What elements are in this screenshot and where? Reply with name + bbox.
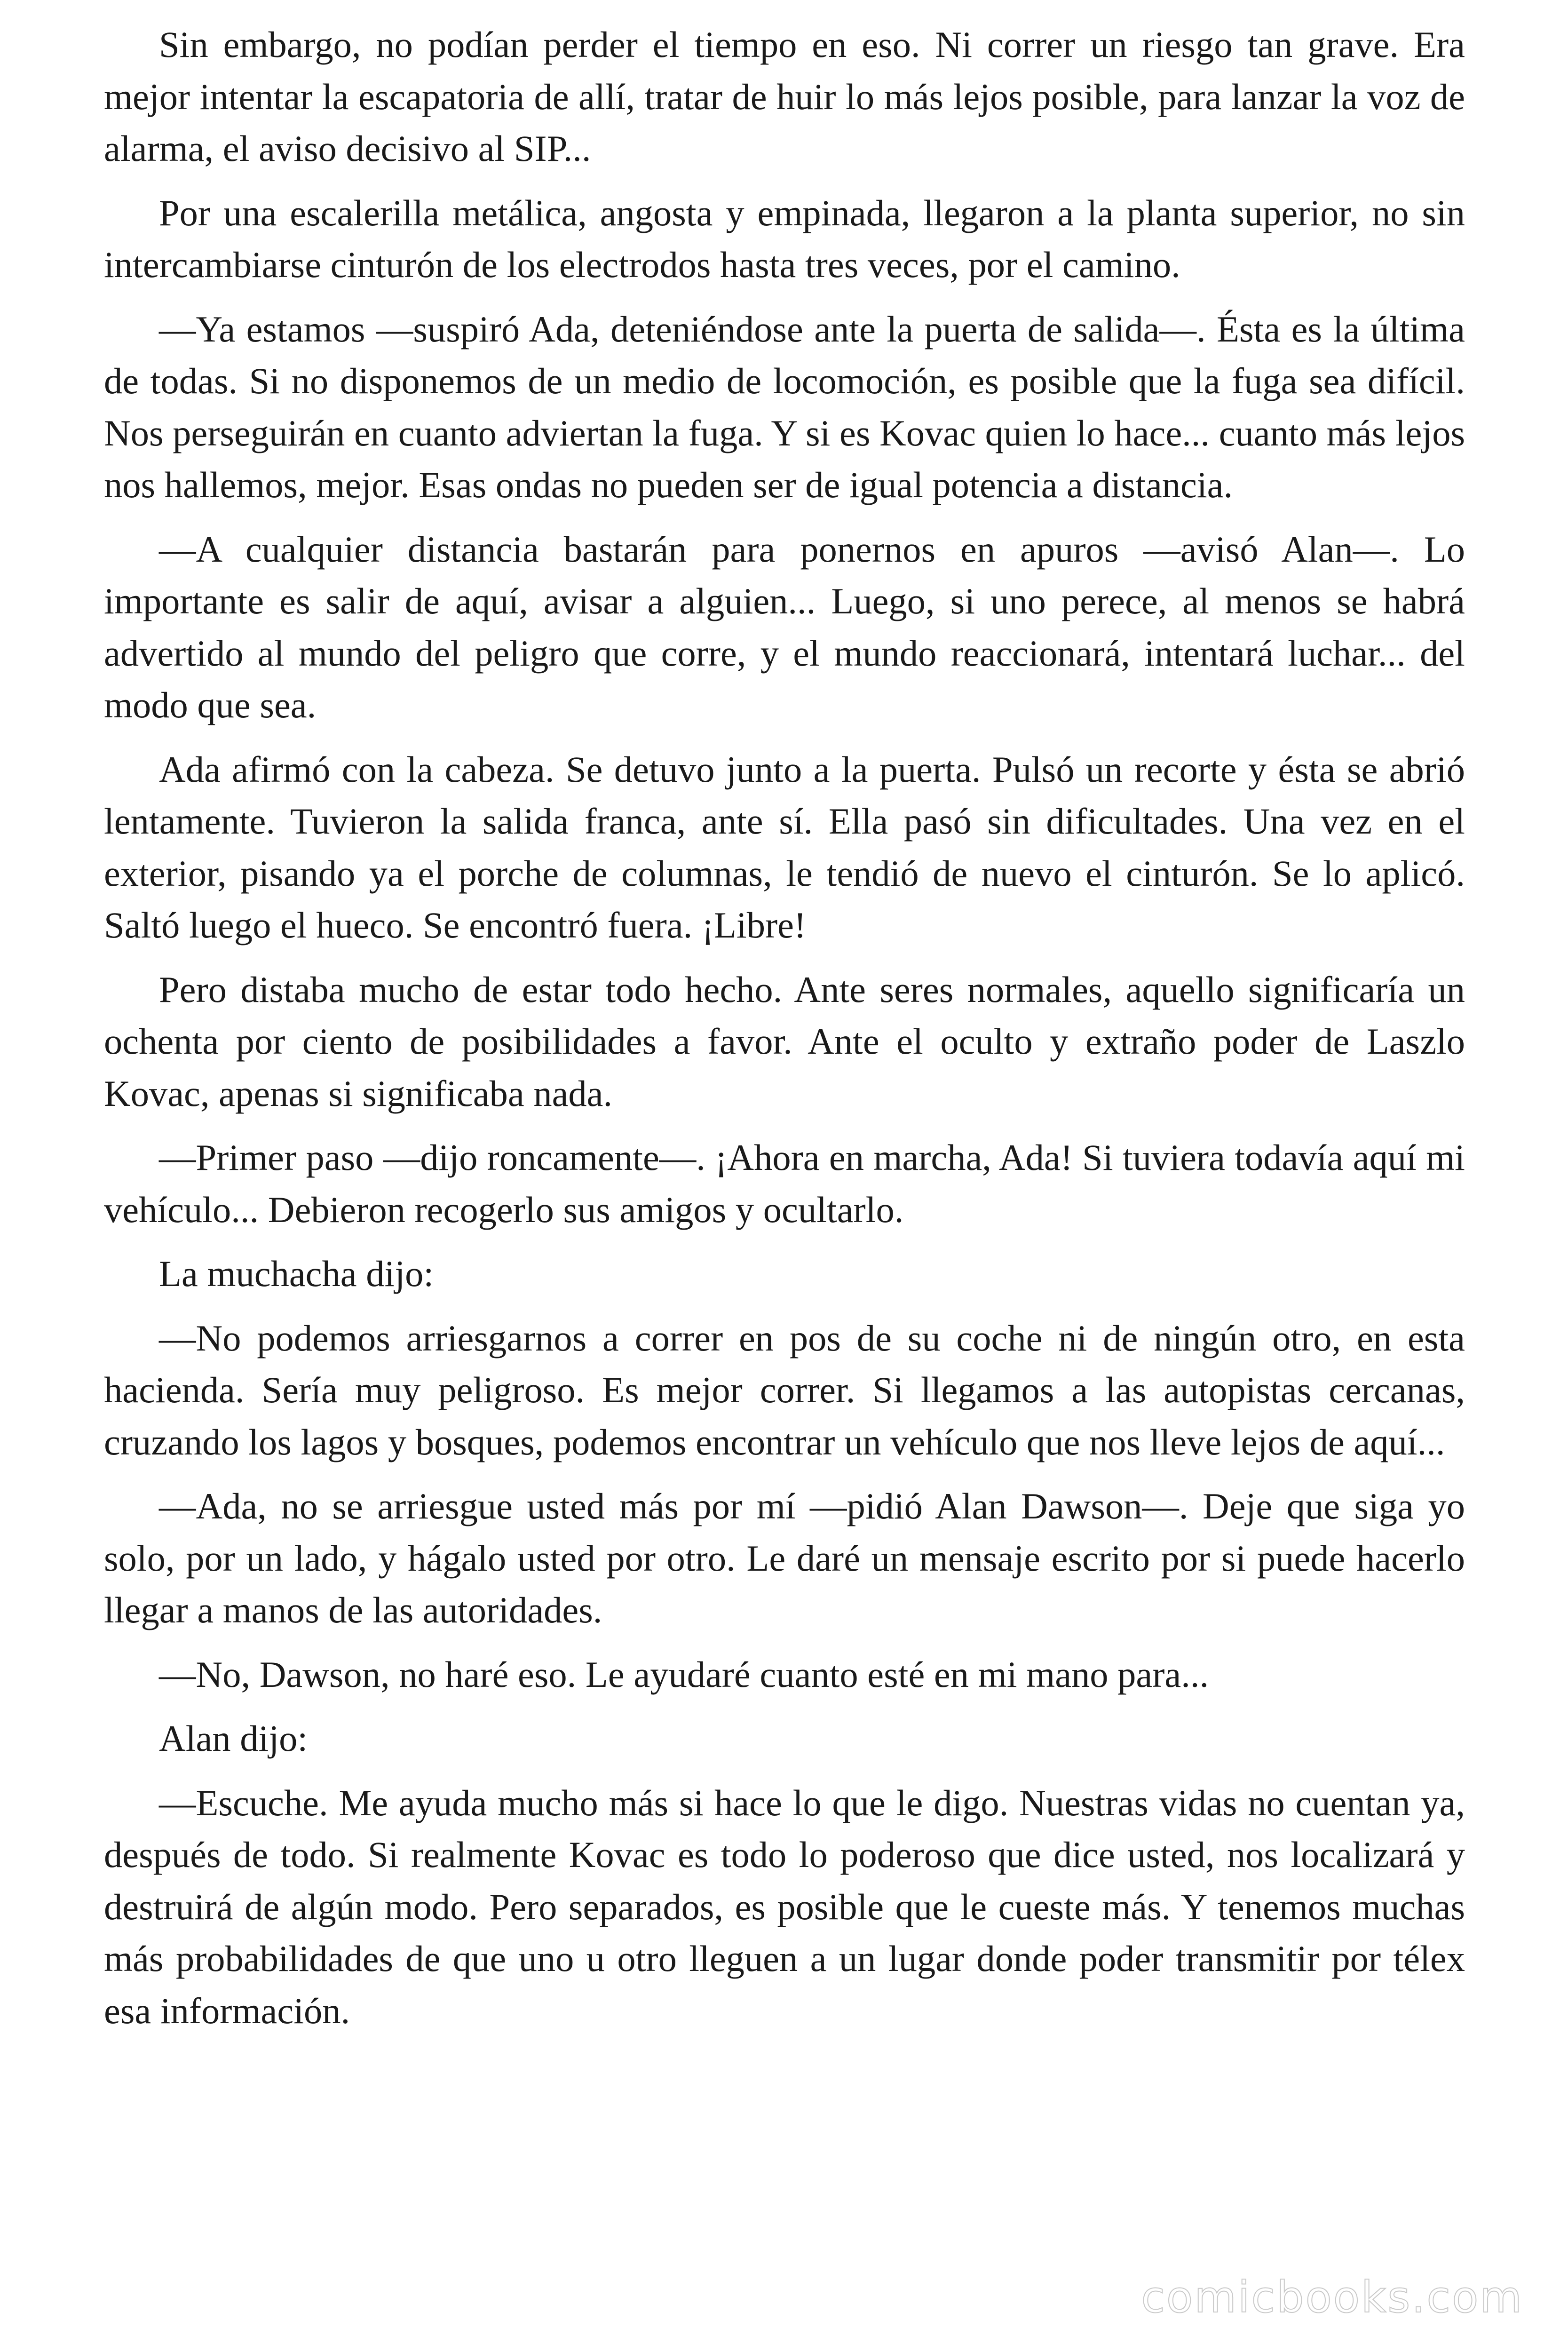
paragraph: Sin embargo, no podían perder el tiempo en eso. Ni correr un riesgo tan grave. Era mejor intentar la escapatoria de allí, tratar de huir lo más lejos posible, para lanzar la voz de alarma, el aviso decisivo al SIP... — [104, 24, 1465, 169]
paragraph: —Ya estamos —suspiró Ada, deteniéndose ante la puerta de salida—. Ésta es la última de todas. Si no disponemos de un medio de locomoción, es posible que la fuga sea difícil. Nos perseguirán en cuanto adviertan la fuga. Y si es Kovac quien lo hace... cuanto más lejos nos hallemos, mejor. Esas ondas no pueden ser de igual potencia a distancia. — [104, 308, 1465, 505]
paragraph: La muchacha dijo: — [159, 1253, 434, 1294]
paragraph: —Primer paso —dijo roncamente—. ¡Ahora en marcha, Ada! Si tuviera todavía aquí mi vehículo... Debieron recogerlo sus amigos y ocultarlo. — [104, 1137, 1465, 1230]
watermark: comicbooks.com — [1141, 2272, 1523, 2322]
paragraph: —A cualquier distancia bastarán para ponernos en apuros —avisó Alan—. Lo importante es salir de aquí, avisar a alguien... Luego, si uno perece, al menos se habrá advertido al mundo del peligro que corre, y el mundo reaccionará, intentará luchar... del modo que sea. — [104, 528, 1465, 725]
paragraph: Pero distaba mucho de estar todo hecho. Ante seres normales, aquello significaría un ochenta por ciento de posibilidades a favor. Ante el oculto y extraño poder de Laszlo Kovac, apenas si significaba nada. — [104, 969, 1465, 1114]
paragraph: Ada afirmó con la cabeza. Se detuvo junto a la puerta. Pulsó un recorte y ésta se abrió lentamente. Tuvieron la salida franca, ante sí. Ella pasó sin dificultades. Una vez en el exterior, pisando ya el porche de columnas, le tendió de nuevo el cinturón. Se lo aplicó. Saltó luego el hueco. Se encontró fuera. ¡Libre! — [104, 748, 1465, 946]
paragraph: —Escuche. Me ayuda mucho más si hace lo que le digo. Nuestras vidas no cuentan ya, después de todo. Si realmente Kovac es todo lo poderoso que dice usted, nos localizará y destruirá de algún modo. Pero separados, es posible que le cueste más. Y tenemos muchas más probabilidades de que uno u otro lleguen a un lugar donde poder transmitir por télex esa información. — [104, 1782, 1465, 2031]
paragraph: Alan dijo: — [159, 1718, 308, 1759]
paragraph: —No podemos arriesgarnos a correr en pos de su coche ni de ningún otro, en esta hacienda. Sería muy peligroso. Es mejor correr. Si llegamos a las autopistas cercanas, cruzando los lagos y bosques, podemos encontrar un vehículo que nos lleve lejos de aquí... — [104, 1317, 1465, 1462]
paragraph: —No, Dawson, no haré eso. Le ayudaré cuanto esté en mi mano para... — [159, 1653, 1209, 1695]
paragraph: —Ada, no se arriesgue usted más por mí —pidió Alan Dawson—. Deje que siga yo solo, por un lado, y hágalo usted por otro. Le daré un mensaje escrito por si puede hacerlo llegar a manos de las autoridades. — [104, 1486, 1465, 1630]
paragraph: Por una escalerilla metálica, angosta y empinada, llegaron a la planta superior, no sin intercambiarse cinturón de los electrodos hasta tres veces, por el camino. — [104, 192, 1465, 285]
page-text — [104, 19, 1465, 2049]
